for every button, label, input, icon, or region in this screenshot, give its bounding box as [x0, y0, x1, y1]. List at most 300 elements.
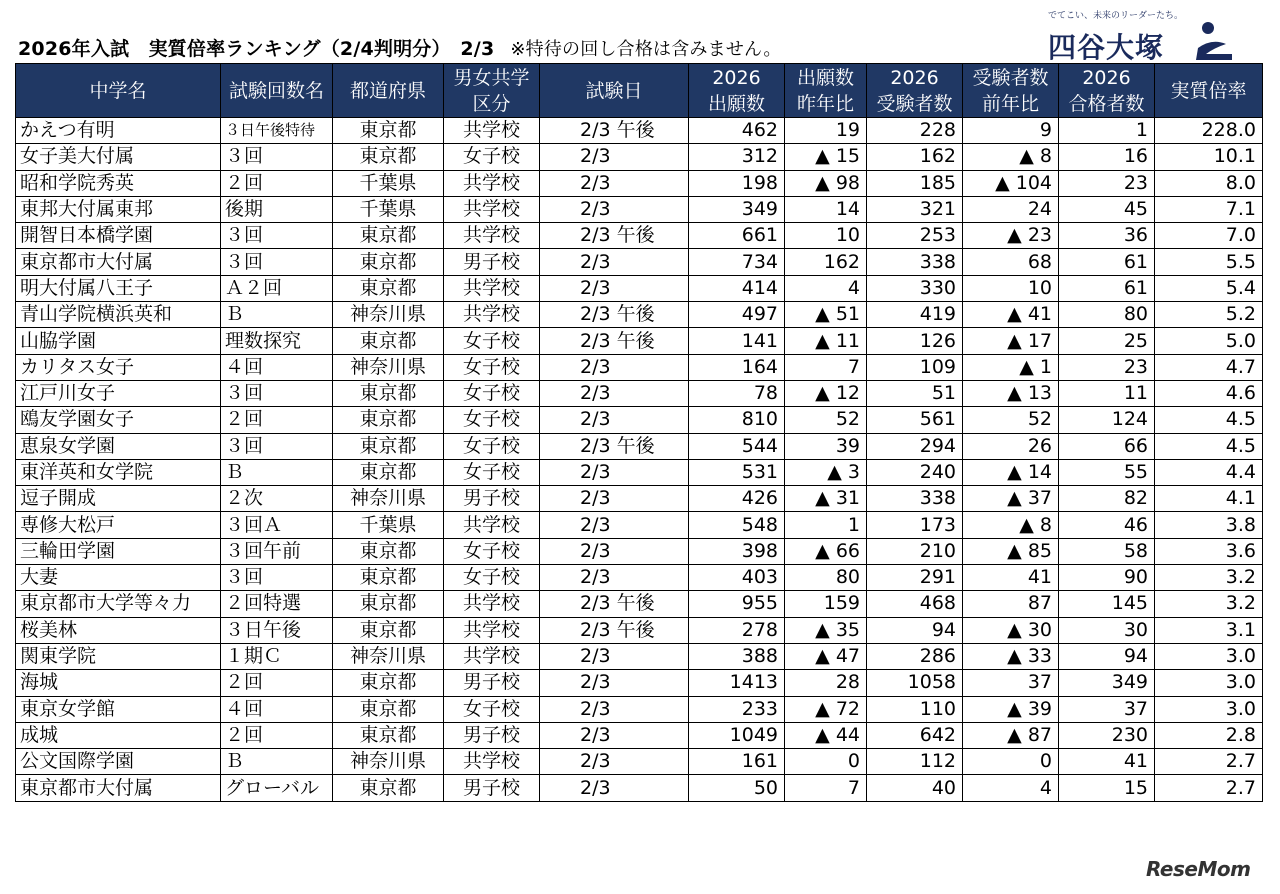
- cell-gender-type: 共学校: [444, 749, 540, 775]
- table-row: [16, 302, 1263, 328]
- cell-passers-2026: 11: [1059, 380, 1155, 406]
- cell-exam-round: ３日午後特待: [221, 118, 333, 144]
- col-header-applicants-2026: [689, 64, 785, 118]
- cell-applicants-yoy: ▲ 15: [785, 144, 867, 170]
- cell-prefecture: 東京都: [333, 118, 444, 144]
- cell-applicants-yoy: 1: [785, 512, 867, 538]
- cell-applicants-2026: 544: [689, 433, 785, 459]
- cell-exam-round: 理数探究: [221, 328, 333, 354]
- cell-actual-ratio: 2.7: [1155, 775, 1263, 801]
- cell-exam-round: ３日午後: [221, 617, 333, 643]
- cell-exam-round: 後期: [221, 196, 333, 222]
- cell-passers-2026: 58: [1059, 538, 1155, 564]
- ranking-table: [15, 63, 1263, 802]
- cell-actual-ratio: 3.6: [1155, 538, 1263, 564]
- cell-school-name: 公文国際学園: [16, 749, 221, 775]
- table-row: [16, 144, 1263, 170]
- cell-applicants-2026: 349: [689, 196, 785, 222]
- col-header-exam-round: [221, 64, 333, 118]
- cell-exam-round: ２回: [221, 722, 333, 748]
- cell-gender-type: 男子校: [444, 670, 540, 696]
- cell-applicants-yoy: ▲ 66: [785, 538, 867, 564]
- cell-gender-type: 女子校: [444, 407, 540, 433]
- cell-passers-2026: 145: [1059, 591, 1155, 617]
- cell-applicants-2026: 78: [689, 380, 785, 406]
- table-row: [16, 433, 1263, 459]
- cell-exam-date: 2/3: [540, 196, 689, 222]
- cell-school-name: 明大付属八王子: [16, 275, 221, 301]
- cell-passers-2026: 82: [1059, 486, 1155, 512]
- cell-gender-type: 女子校: [444, 538, 540, 564]
- cell-applicants-2026: 955: [689, 591, 785, 617]
- cell-prefecture: 東京都: [333, 696, 444, 722]
- cell-prefecture: 東京都: [333, 249, 444, 275]
- cell-applicants-2026: 810: [689, 407, 785, 433]
- cell-gender-type: 共学校: [444, 617, 540, 643]
- cell-examinees-yoy: ▲ 1: [963, 354, 1059, 380]
- cell-passers-2026: 55: [1059, 459, 1155, 485]
- cell-examinees-2026: 51: [867, 380, 963, 406]
- cell-applicants-yoy: ▲ 3: [785, 459, 867, 485]
- cell-applicants-yoy: 7: [785, 354, 867, 380]
- cell-examinees-2026: 294: [867, 433, 963, 459]
- cell-gender-type: 男子校: [444, 775, 540, 801]
- cell-examinees-2026: 338: [867, 486, 963, 512]
- cell-exam-round: ３回: [221, 223, 333, 249]
- cell-exam-date: 2/3: [540, 670, 689, 696]
- cell-applicants-yoy: 28: [785, 670, 867, 696]
- cell-applicants-yoy: ▲ 98: [785, 170, 867, 196]
- col-header-line: 中学名: [89, 79, 147, 102]
- col-header-prefecture: [333, 64, 444, 118]
- cell-examinees-yoy: 41: [963, 565, 1059, 591]
- cell-exam-date: 2/3 午後: [540, 223, 689, 249]
- cell-actual-ratio: 4.7: [1155, 354, 1263, 380]
- cell-exam-date: 2/3 午後: [540, 433, 689, 459]
- cell-prefecture: 神奈川県: [333, 302, 444, 328]
- cell-passers-2026: 94: [1059, 643, 1155, 669]
- cell-school-name: 東京都市大付属: [16, 775, 221, 801]
- cell-passers-2026: 1: [1059, 118, 1155, 144]
- cell-applicants-yoy: ▲ 72: [785, 696, 867, 722]
- cell-applicants-yoy: ▲ 12: [785, 380, 867, 406]
- table-row: [16, 591, 1263, 617]
- cell-applicants-2026: 403: [689, 565, 785, 591]
- col-header-line: 試験回数名: [228, 79, 324, 102]
- cell-examinees-yoy: 24: [963, 196, 1059, 222]
- cell-examinees-yoy: 26: [963, 433, 1059, 459]
- cell-gender-type: 共学校: [444, 170, 540, 196]
- cell-actual-ratio: 5.5: [1155, 249, 1263, 275]
- cell-school-name: 三輪田学園: [16, 538, 221, 564]
- cell-examinees-2026: 561: [867, 407, 963, 433]
- cell-actual-ratio: 4.5: [1155, 407, 1263, 433]
- cell-examinees-2026: 40: [867, 775, 963, 801]
- cell-exam-round: Ｂ: [221, 749, 333, 775]
- col-header-line: 区分: [472, 92, 511, 115]
- cell-exam-date: 2/3: [540, 538, 689, 564]
- cell-actual-ratio: 3.2: [1155, 565, 1263, 591]
- cell-applicants-yoy: 159: [785, 591, 867, 617]
- cell-prefecture: 東京都: [333, 775, 444, 801]
- cell-examinees-yoy: ▲ 85: [963, 538, 1059, 564]
- cell-applicants-yoy: ▲ 35: [785, 617, 867, 643]
- cell-passers-2026: 23: [1059, 354, 1155, 380]
- logo-mark-icon: [1192, 18, 1242, 64]
- cell-applicants-2026: 734: [689, 249, 785, 275]
- cell-school-name: 青山学院横浜英和: [16, 302, 221, 328]
- cell-examinees-yoy: ▲ 30: [963, 617, 1059, 643]
- cell-gender-type: 女子校: [444, 144, 540, 170]
- cell-examinees-yoy: ▲ 37: [963, 486, 1059, 512]
- cell-school-name: 東京都市大学等々力: [16, 591, 221, 617]
- cell-exam-date: 2/3: [540, 643, 689, 669]
- cell-actual-ratio: 4.4: [1155, 459, 1263, 485]
- cell-gender-type: 女子校: [444, 696, 540, 722]
- table-body: [16, 118, 1263, 802]
- cell-school-name: 東邦大付属東邦: [16, 196, 221, 222]
- cell-exam-date: 2/3 午後: [540, 302, 689, 328]
- cell-applicants-2026: 426: [689, 486, 785, 512]
- cell-passers-2026: 90: [1059, 565, 1155, 591]
- col-header-line: 2026: [890, 66, 939, 89]
- cell-exam-date: 2/3: [540, 380, 689, 406]
- cell-applicants-yoy: 162: [785, 249, 867, 275]
- table-row: [16, 696, 1263, 722]
- cell-examinees-yoy: ▲ 104: [963, 170, 1059, 196]
- cell-passers-2026: 46: [1059, 512, 1155, 538]
- cell-gender-type: 女子校: [444, 380, 540, 406]
- cell-examinees-2026: 228: [867, 118, 963, 144]
- cell-applicants-yoy: ▲ 31: [785, 486, 867, 512]
- cell-examinees-yoy: ▲ 41: [963, 302, 1059, 328]
- cell-applicants-2026: 233: [689, 696, 785, 722]
- col-header-actual-ratio: [1155, 64, 1263, 118]
- cell-exam-round: ２回: [221, 407, 333, 433]
- cell-examinees-2026: 1058: [867, 670, 963, 696]
- cell-school-name: 恵泉女学園: [16, 433, 221, 459]
- cell-actual-ratio: 8.0: [1155, 170, 1263, 196]
- cell-actual-ratio: 3.8: [1155, 512, 1263, 538]
- cell-applicants-2026: 388: [689, 643, 785, 669]
- cell-actual-ratio: 5.0: [1155, 328, 1263, 354]
- cell-gender-type: 共学校: [444, 118, 540, 144]
- table-row: [16, 538, 1263, 564]
- cell-exam-round: １期Ｃ: [221, 643, 333, 669]
- table-row: [16, 486, 1263, 512]
- cell-gender-type: 女子校: [444, 459, 540, 485]
- cell-gender-type: 女子校: [444, 565, 540, 591]
- cell-applicants-2026: 462: [689, 118, 785, 144]
- col-header-line: 前年比: [981, 92, 1039, 115]
- cell-gender-type: 共学校: [444, 196, 540, 222]
- cell-prefecture: 東京都: [333, 433, 444, 459]
- cell-exam-round: ３回Ａ: [221, 512, 333, 538]
- cell-exam-date: 2/3 午後: [540, 617, 689, 643]
- cell-examinees-2026: 468: [867, 591, 963, 617]
- cell-passers-2026: 25: [1059, 328, 1155, 354]
- cell-gender-type: 男子校: [444, 722, 540, 748]
- cell-passers-2026: 30: [1059, 617, 1155, 643]
- cell-applicants-yoy: ▲ 44: [785, 722, 867, 748]
- cell-actual-ratio: 3.0: [1155, 696, 1263, 722]
- col-header-examinees-yoy: [963, 64, 1059, 118]
- table-row: [16, 407, 1263, 433]
- cell-passers-2026: 230: [1059, 722, 1155, 748]
- cell-examinees-yoy: 37: [963, 670, 1059, 696]
- cell-prefecture: 東京都: [333, 565, 444, 591]
- table-row: [16, 170, 1263, 196]
- cell-exam-date: 2/3: [540, 486, 689, 512]
- cell-applicants-2026: 164: [689, 354, 785, 380]
- cell-prefecture: 東京都: [333, 722, 444, 748]
- cell-actual-ratio: 10.1: [1155, 144, 1263, 170]
- cell-exam-round: Ａ２回: [221, 275, 333, 301]
- cell-passers-2026: 16: [1059, 144, 1155, 170]
- cell-applicants-yoy: 39: [785, 433, 867, 459]
- cell-examinees-yoy: ▲ 17: [963, 328, 1059, 354]
- cell-exam-round: ３回: [221, 565, 333, 591]
- cell-actual-ratio: 3.1: [1155, 617, 1263, 643]
- table-row: [16, 380, 1263, 406]
- cell-exam-round: ３回: [221, 433, 333, 459]
- cell-actual-ratio: 4.5: [1155, 433, 1263, 459]
- logo-name: 四谷大塚: [1048, 31, 1165, 64]
- cell-school-name: 鴎友学園女子: [16, 407, 221, 433]
- cell-applicants-yoy: 80: [785, 565, 867, 591]
- cell-exam-date: 2/3: [540, 407, 689, 433]
- cell-exam-date: 2/3 午後: [540, 591, 689, 617]
- cell-examinees-2026: 126: [867, 328, 963, 354]
- cell-examinees-yoy: ▲ 87: [963, 722, 1059, 748]
- cell-examinees-2026: 109: [867, 354, 963, 380]
- cell-applicants-2026: 312: [689, 144, 785, 170]
- cell-prefecture: 千葉県: [333, 196, 444, 222]
- col-header-line: 昨年比: [796, 92, 854, 115]
- table-header-row: [16, 64, 1263, 118]
- cell-exam-date: 2/3: [540, 722, 689, 748]
- col-header-line: 都道府県: [349, 79, 426, 102]
- cell-prefecture: 神奈川県: [333, 486, 444, 512]
- cell-examinees-2026: 210: [867, 538, 963, 564]
- col-header-line: 合格者数: [1068, 92, 1145, 115]
- cell-examinees-yoy: ▲ 13: [963, 380, 1059, 406]
- cell-examinees-2026: 162: [867, 144, 963, 170]
- cell-applicants-yoy: 7: [785, 775, 867, 801]
- col-header-passers-2026: [1059, 64, 1155, 118]
- cell-prefecture: 千葉県: [333, 170, 444, 196]
- cell-school-name: 海城: [16, 670, 221, 696]
- cell-school-name: 成城: [16, 722, 221, 748]
- cell-examinees-yoy: 87: [963, 591, 1059, 617]
- table-row: [16, 354, 1263, 380]
- col-header-school-name: [16, 64, 221, 118]
- cell-passers-2026: 349: [1059, 670, 1155, 696]
- cell-examinees-2026: 94: [867, 617, 963, 643]
- cell-exam-date: 2/3: [540, 696, 689, 722]
- cell-passers-2026: 36: [1059, 223, 1155, 249]
- cell-applicants-2026: 1413: [689, 670, 785, 696]
- cell-exam-round: ３回: [221, 380, 333, 406]
- table-row: [16, 617, 1263, 643]
- cell-examinees-2026: 338: [867, 249, 963, 275]
- table-row: [16, 196, 1263, 222]
- cell-gender-type: 男子校: [444, 249, 540, 275]
- cell-school-name: 桜美林: [16, 617, 221, 643]
- cell-examinees-2026: 185: [867, 170, 963, 196]
- cell-gender-type: 共学校: [444, 512, 540, 538]
- cell-gender-type: 共学校: [444, 275, 540, 301]
- cell-applicants-2026: 1049: [689, 722, 785, 748]
- cell-school-name: 東洋英和女学院: [16, 459, 221, 485]
- cell-applicants-2026: 141: [689, 328, 785, 354]
- cell-prefecture: 東京都: [333, 459, 444, 485]
- cell-prefecture: 千葉県: [333, 512, 444, 538]
- cell-actual-ratio: 4.1: [1155, 486, 1263, 512]
- cell-applicants-yoy: 14: [785, 196, 867, 222]
- col-header-line: 受験者数: [972, 66, 1049, 89]
- cell-examinees-yoy: 10: [963, 275, 1059, 301]
- col-header-line: 2026: [1082, 66, 1131, 89]
- col-header-line: 出願数: [796, 66, 854, 89]
- cell-prefecture: 神奈川県: [333, 749, 444, 775]
- cell-exam-date: 2/3 午後: [540, 328, 689, 354]
- cell-applicants-2026: 497: [689, 302, 785, 328]
- cell-exam-round: ２回: [221, 670, 333, 696]
- cell-examinees-2026: 240: [867, 459, 963, 485]
- cell-school-name: かえつ有明: [16, 118, 221, 144]
- cell-school-name: 専修大松戸: [16, 512, 221, 538]
- cell-school-name: 女子美大付属: [16, 144, 221, 170]
- cell-actual-ratio: 2.8: [1155, 722, 1263, 748]
- cell-exam-round: ２回特選: [221, 591, 333, 617]
- cell-school-name: 江戸川女子: [16, 380, 221, 406]
- cell-exam-round: ４回: [221, 354, 333, 380]
- cell-exam-date: 2/3: [540, 170, 689, 196]
- col-header-line: 実質倍率: [1170, 79, 1247, 102]
- table-row: [16, 328, 1263, 354]
- col-header-exam-date: [540, 64, 689, 118]
- table-row: [16, 275, 1263, 301]
- cell-applicants-yoy: 19: [785, 118, 867, 144]
- page-title: [18, 34, 782, 61]
- cell-passers-2026: 37: [1059, 696, 1155, 722]
- cell-examinees-2026: 291: [867, 565, 963, 591]
- cell-actual-ratio: 228.0: [1155, 118, 1263, 144]
- cell-gender-type: 共学校: [444, 643, 540, 669]
- cell-passers-2026: 41: [1059, 749, 1155, 775]
- cell-applicants-yoy: 52: [785, 407, 867, 433]
- cell-school-name: 昭和学院秀英: [16, 170, 221, 196]
- cell-actual-ratio: 3.2: [1155, 591, 1263, 617]
- cell-prefecture: 東京都: [333, 670, 444, 696]
- cell-school-name: 逗子開成: [16, 486, 221, 512]
- cell-exam-round: ２次: [221, 486, 333, 512]
- table-row: [16, 749, 1263, 775]
- cell-examinees-2026: 419: [867, 302, 963, 328]
- cell-school-name: 山脇学園: [16, 328, 221, 354]
- cell-examinees-yoy: ▲ 8: [963, 512, 1059, 538]
- cell-applicants-yoy: 4: [785, 275, 867, 301]
- cell-actual-ratio: 5.2: [1155, 302, 1263, 328]
- cell-applicants-2026: 414: [689, 275, 785, 301]
- cell-examinees-yoy: 0: [963, 749, 1059, 775]
- cell-examinees-yoy: ▲ 23: [963, 223, 1059, 249]
- cell-passers-2026: 15: [1059, 775, 1155, 801]
- yotsuya-otsuka-logo: [1048, 8, 1248, 64]
- table-row: [16, 565, 1263, 591]
- cell-gender-type: 女子校: [444, 354, 540, 380]
- cell-applicants-2026: 161: [689, 749, 785, 775]
- col-header-gender-type: [444, 64, 540, 118]
- cell-passers-2026: 61: [1059, 249, 1155, 275]
- resemom-watermark: ReseMom: [1146, 857, 1251, 881]
- cell-examinees-2026: 253: [867, 223, 963, 249]
- cell-examinees-yoy: ▲ 14: [963, 459, 1059, 485]
- cell-gender-type: 共学校: [444, 591, 540, 617]
- cell-applicants-yoy: ▲ 11: [785, 328, 867, 354]
- cell-examinees-yoy: 52: [963, 407, 1059, 433]
- logo-tagline: でてこい、未来のリーダーたち。: [1048, 11, 1184, 21]
- cell-exam-date: 2/3: [540, 512, 689, 538]
- title-text: 2026年入試 実質倍率ランキング（2/4判明分） 2/3: [18, 38, 495, 60]
- cell-exam-round: ３回: [221, 144, 333, 170]
- cell-applicants-yoy: 10: [785, 223, 867, 249]
- cell-school-name: 東京女学館: [16, 696, 221, 722]
- table-row: [16, 775, 1263, 801]
- cell-gender-type: 女子校: [444, 433, 540, 459]
- cell-exam-date: 2/3: [540, 565, 689, 591]
- cell-exam-date: 2/3: [540, 749, 689, 775]
- col-header-line: 試験日: [585, 79, 643, 102]
- cell-examinees-2026: 110: [867, 696, 963, 722]
- cell-passers-2026: 80: [1059, 302, 1155, 328]
- col-header-applicants-yoy: [785, 64, 867, 118]
- cell-actual-ratio: 5.4: [1155, 275, 1263, 301]
- cell-exam-round: ３回: [221, 249, 333, 275]
- cell-examinees-yoy: 4: [963, 775, 1059, 801]
- cell-examinees-2026: 173: [867, 512, 963, 538]
- cell-examinees-yoy: ▲ 33: [963, 643, 1059, 669]
- cell-actual-ratio: 7.0: [1155, 223, 1263, 249]
- cell-school-name: 開智日本橋学園: [16, 223, 221, 249]
- cell-applicants-2026: 398: [689, 538, 785, 564]
- cell-passers-2026: 61: [1059, 275, 1155, 301]
- title-note: ※特待の回し合格は含みません。: [510, 39, 782, 60]
- col-header-line: 受験者数: [876, 92, 953, 115]
- cell-prefecture: 東京都: [333, 275, 444, 301]
- table-row: [16, 643, 1263, 669]
- cell-exam-date: 2/3: [540, 275, 689, 301]
- cell-gender-type: 共学校: [444, 302, 540, 328]
- cell-passers-2026: 66: [1059, 433, 1155, 459]
- cell-passers-2026: 124: [1059, 407, 1155, 433]
- cell-exam-date: 2/3: [540, 775, 689, 801]
- cell-examinees-2026: 286: [867, 643, 963, 669]
- cell-examinees-yoy: ▲ 8: [963, 144, 1059, 170]
- cell-actual-ratio: 2.7: [1155, 749, 1263, 775]
- cell-actual-ratio: 7.1: [1155, 196, 1263, 222]
- cell-exam-date: 2/3: [540, 249, 689, 275]
- cell-examinees-2026: 330: [867, 275, 963, 301]
- cell-exam-date: 2/3 午後: [540, 118, 689, 144]
- cell-prefecture: 東京都: [333, 591, 444, 617]
- cell-exam-round: Ｂ: [221, 459, 333, 485]
- table-row: [16, 249, 1263, 275]
- cell-prefecture: 東京都: [333, 144, 444, 170]
- cell-prefecture: 東京都: [333, 328, 444, 354]
- cell-actual-ratio: 3.0: [1155, 670, 1263, 696]
